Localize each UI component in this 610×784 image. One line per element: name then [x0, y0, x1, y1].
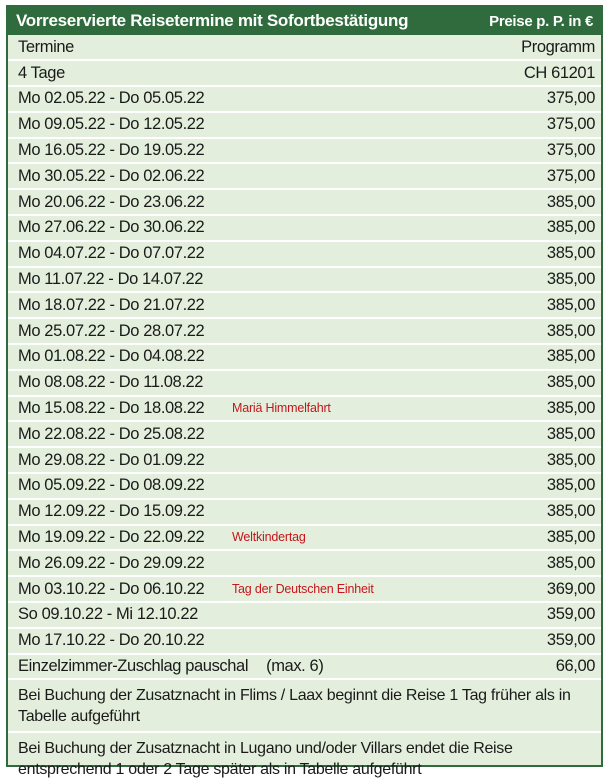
row-dates: Mo 04.07.22 - Do 07.07.22: [18, 244, 205, 263]
row-dates: Mo 26.09.22 - Do 29.09.22: [18, 553, 205, 572]
row-price: 385,00: [546, 192, 595, 211]
row-dates: Mo 19.09.22 - Do 22.09.22: [18, 527, 205, 546]
table-row: [8, 629, 601, 655]
table-row: [8, 371, 601, 397]
table-row: [8, 448, 601, 474]
note-lugano: Bei Buchung der Zusatznacht in Lugano und/oder Villars endet die Reise entsprechend 1 oder 2 Tage später als in Tabelle aufgeführt: [18, 740, 513, 779]
row-dates: Mo 08.08.22 - Do 11.08.22: [18, 373, 204, 392]
duration-label: 4 Tage: [18, 63, 65, 82]
table-row: [8, 577, 601, 603]
column-header-dates: Termine: [18, 37, 74, 56]
row-dates: Mo 16.05.22 - Do 19.05.22: [18, 140, 205, 159]
row-price: 369,00: [546, 579, 595, 598]
table-row: [8, 603, 601, 629]
table-row: [8, 268, 601, 294]
row-dates: Mo 30.05.22 - Do 02.06.22: [18, 166, 205, 185]
row-dates: Mo 01.08.22 - Do 04.08.22: [18, 347, 205, 366]
row-price: 385,00: [546, 321, 595, 340]
table-row: [8, 190, 601, 216]
row-price: 385,00: [546, 244, 595, 263]
surcharge-limit: (max. 6): [266, 656, 324, 675]
row-price: 385,00: [546, 476, 595, 495]
column-header-row: [8, 35, 601, 61]
row-price: 359,00: [546, 605, 595, 624]
table-row: [8, 87, 601, 113]
table-row: [8, 139, 601, 165]
row-dates: Mo 12.09.22 - Do 15.09.22: [18, 502, 205, 521]
row-price: 385,00: [546, 347, 595, 366]
table-row: [8, 345, 601, 371]
table-row: [8, 164, 601, 190]
table-header: [8, 7, 601, 35]
row-dates: Mo 03.10.22 - Do 06.10.22: [18, 579, 205, 598]
travel-dates-table: [6, 5, 603, 779]
row-holiday-note: Tag der Deutschen Einheit: [232, 582, 374, 597]
table-title: Vorreservierte Reisetermine mit Sofortbestätigung: [16, 11, 409, 30]
row-price: 375,00: [546, 140, 595, 159]
row-dates: Mo 25.07.22 - Do 28.07.22: [18, 321, 205, 340]
surcharge-price: 66,00: [555, 656, 595, 675]
note-flims: Bei Buchung der Zusatznacht in Flims / Laax beginnt die Reise 1 Tag früher als in Tabelle aufgeführt: [8, 680, 601, 733]
row-price: 385,00: [546, 398, 595, 417]
row-price: 385,00: [546, 269, 595, 288]
program-code: CH 61201: [523, 63, 595, 82]
table-row: [8, 216, 601, 242]
row-price: 375,00: [546, 115, 595, 134]
row-dates: Mo 20.06.22 - Do 23.06.22: [18, 192, 205, 211]
row-price: 385,00: [546, 527, 595, 546]
table-row: [8, 500, 601, 526]
row-dates: Mo 05.09.22 - Do 08.09.22: [18, 476, 205, 495]
row-price: 385,00: [546, 373, 595, 392]
row-dates: Mo 11.07.22 - Do 14.07.22: [18, 269, 204, 288]
surcharge-label: Einzelzimmer-Zuschlag pauschal: [18, 656, 249, 675]
duration-row: [8, 61, 601, 87]
row-dates: Mo 27.06.22 - Do 30.06.22: [18, 218, 205, 237]
table-row: [8, 319, 601, 345]
table-row: [8, 551, 601, 577]
table-row: [8, 422, 601, 448]
row-price: 385,00: [546, 295, 595, 314]
table-row: [8, 397, 601, 423]
price-label: Preise p. P. in €: [489, 12, 593, 30]
row-price: 375,00: [546, 89, 595, 108]
row-dates: Mo 09.05.22 - Do 12.05.22: [18, 115, 205, 134]
row-holiday-note: Mariä Himmelfahrt: [232, 401, 331, 416]
table-row: [8, 242, 601, 268]
row-dates: Mo 02.05.22 - Do 05.05.22: [18, 89, 205, 108]
row-dates: Mo 22.08.22 - Do 25.08.22: [18, 424, 205, 443]
row-price: 385,00: [546, 553, 595, 572]
row-dates: Mo 17.10.22 - Do 20.10.22: [18, 631, 205, 650]
row-dates: So 09.10.22 - Mi 12.10.22: [18, 605, 198, 624]
single-room-surcharge-row: [8, 655, 601, 681]
table-row: [8, 113, 601, 139]
row-price: 359,00: [546, 631, 595, 650]
column-header-program: Programm: [521, 37, 595, 56]
row-dates: Mo 18.07.22 - Do 21.07.22: [18, 295, 205, 314]
row-price: 375,00: [546, 166, 595, 185]
row-dates: Mo 15.08.22 - Do 18.08.22: [18, 398, 205, 417]
row-holiday-note: Weltkindertag: [232, 530, 306, 545]
row-price: 385,00: [546, 450, 595, 469]
table-row: [8, 526, 601, 552]
table-row: [8, 474, 601, 500]
table-row: [8, 293, 601, 319]
date-rows: [8, 87, 601, 655]
row-dates: Mo 29.08.22 - Do 01.09.22: [18, 450, 205, 469]
row-price: 385,00: [546, 424, 595, 443]
row-price: 385,00: [546, 502, 595, 521]
row-price: 385,00: [546, 218, 595, 237]
